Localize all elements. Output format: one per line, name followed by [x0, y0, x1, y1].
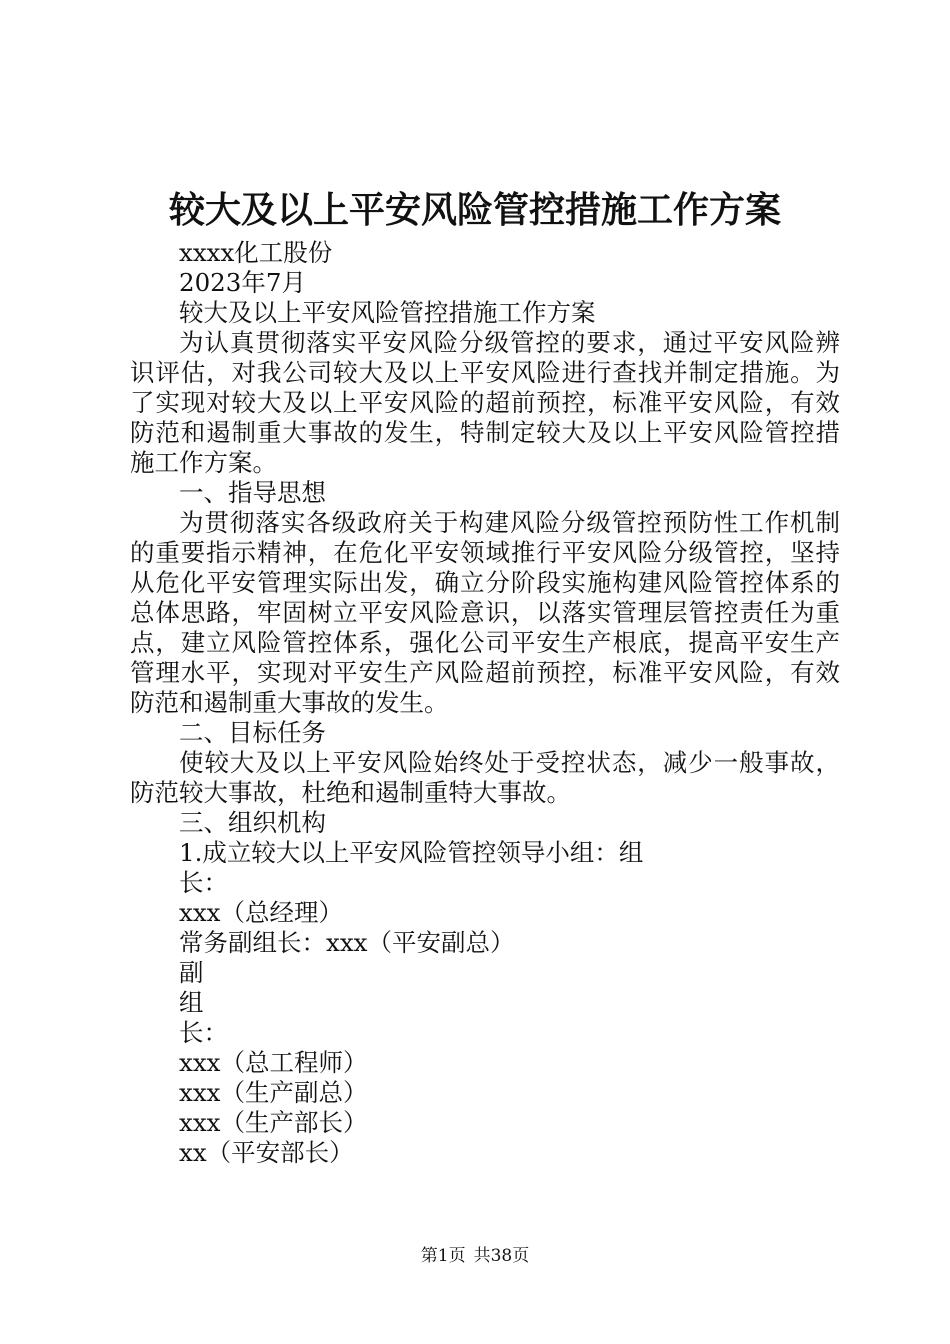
document-date: 2023年7月	[179, 268, 306, 297]
org-line: 副	[179, 958, 204, 987]
document-body	[130, 238, 840, 1168]
org-line: xxx（生产部长）	[179, 1108, 368, 1137]
org-line: xxx（总工程师）	[179, 1048, 368, 1077]
org-line: xxx（生产副总）	[179, 1078, 368, 1107]
org-line: 常务副组长：xxx（平安副总）	[179, 928, 515, 957]
intro-paragraph: 为认真贯彻落实平安风险分级管控的要求，通过平安风险辨识评估，对我公司较大及以上平安风险进行查找并制定措施。为了实现对较大及以上平安风险的超前预控，标准平安风险，有效防范和遏制重大事故的发生，特制定较大及以上平安风险管控措施工作方案。	[130, 328, 840, 477]
org-line: 1.成立较大以上平安风险管控领导小组：组	[179, 838, 644, 867]
org-line: 长：	[179, 1018, 228, 1047]
section-heading-organization: 三、组织机构	[179, 808, 326, 837]
page-footer	[0, 1244, 950, 1268]
section-heading-objectives: 二、目标任务	[179, 718, 326, 747]
guiding-ideology-paragraph: 为贯彻落实各级政府关于构建风险分级管控预防性工作机制的重要指示精神，在危化平安领域推行平安风险分级管控，坚持从危化平安管理实际出发，确立分阶段实施构建风险管控体系的总体思路，牢固树立平安风险意识，以落实管理层管控责任为重点，建立风险管控体系，强化公司平安生产根底，提高平安生产管理水平，实现对平安生产风险超前预控，标准平安风险，有效防范和遏制重大事故的发生。	[130, 508, 840, 717]
document-subtitle: 较大及以上平安风险管控措施工作方案	[179, 298, 596, 327]
org-line: xxx（总经理）	[179, 898, 343, 927]
page-total: 共38页	[473, 1246, 530, 1266]
section-heading-guiding-ideology: 一、指导思想	[179, 478, 326, 507]
page-number: 第1页	[420, 1246, 466, 1266]
company-name: xxxx化工股份	[179, 238, 333, 267]
objectives-paragraph: 使较大及以上平安风险始终处于受控状态，减少一般事故，防范较大事故，杜绝和遏制重特大事故。	[130, 748, 840, 807]
org-line: 长：	[179, 868, 228, 897]
org-line: 组	[179, 988, 204, 1017]
org-line: xx（平安部长）	[179, 1138, 354, 1167]
document-title: 较大及以上平安风险管控措施工作方案	[168, 189, 781, 231]
